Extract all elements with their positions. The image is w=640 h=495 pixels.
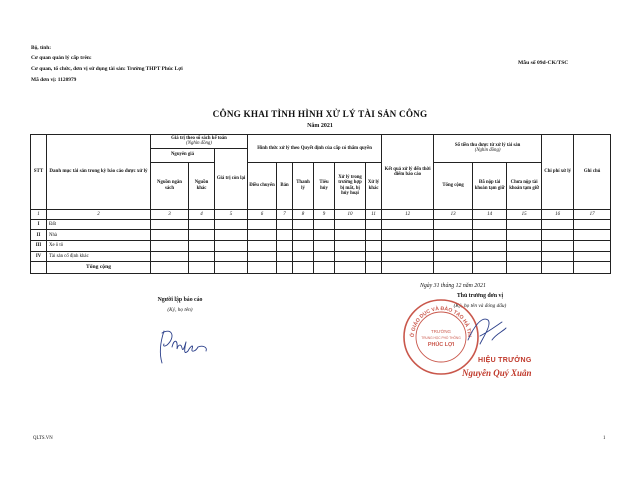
col-number: 13 [434, 210, 473, 220]
reporter-note: (Ký, họ tên) [167, 307, 193, 313]
table-row [31, 251, 611, 262]
reporter-title: Người lập báo cáo [157, 297, 203, 303]
form-code: Mẫu số 09đ-CK/TSC [518, 60, 569, 66]
row-stt: III [31, 241, 47, 252]
col-number: 6 [248, 210, 277, 220]
col-stt-header: STT [31, 135, 47, 210]
header-ministry: Bộ, tỉnh: [31, 45, 52, 51]
col-number: 3 [151, 210, 189, 220]
book-value-label: Giá trị theo sổ sách kế toán [171, 135, 227, 141]
col-number: 4 [189, 210, 215, 220]
row-stt: I [31, 219, 47, 230]
col-money-total-header: Tổng cộng [434, 162, 473, 210]
footer-source: QLTS.VN [33, 436, 53, 441]
col-note-header: Ghi chú [574, 135, 611, 210]
col-number: 1 [31, 210, 47, 220]
header-supervisor: Cơ quan quản lý cấp trên: [31, 55, 92, 61]
row-label: Xe ô tô [47, 241, 151, 252]
col-number: 15 [507, 210, 542, 220]
total-label: Tổng cộng [47, 262, 151, 274]
asset-disposal-table [30, 134, 611, 274]
col-number: 9 [314, 210, 335, 220]
col-other-method-header: Xử lý khác [366, 162, 382, 210]
col-number: 11 [366, 210, 382, 220]
principal-title: HIỆU TRƯỞNG [478, 357, 532, 364]
col-number: 12 [382, 210, 434, 220]
report-year: Năm 2021 [307, 123, 333, 129]
head-note: (Ký, họ tên và đóng dấu) [453, 303, 507, 309]
head-signature [462, 306, 512, 356]
money-unit: (Nghìn đồng) [474, 148, 501, 154]
col-liquidate-header: Thanh lý [293, 162, 314, 210]
col-method-header: Hình thức xử lý theo Quyết định của cấp có thẩm quyền [248, 135, 382, 163]
col-number: 5 [215, 210, 248, 220]
col-orig-price-header: Nguyên giá [151, 148, 215, 162]
reporter-signature [150, 325, 220, 367]
head-title: Thủ trưởng đơn vị [456, 293, 504, 299]
page-number: 1 [603, 436, 606, 441]
table-row [31, 241, 611, 252]
stamp-line1: TRƯỜNG [431, 329, 451, 334]
col-number: 16 [542, 210, 574, 220]
col-remaining-header: Giá trị còn lại [215, 148, 248, 210]
col-cost-header: Chi phí xử lý [542, 135, 574, 210]
row-label: Tài sản cố định khác [47, 251, 151, 262]
col-sell-header: Bán [277, 162, 293, 210]
col-number: 14 [473, 210, 507, 220]
row-stt: II [31, 230, 47, 241]
date-line: Ngày 31 tháng 12 năm 2021 [420, 283, 486, 289]
table-row [31, 219, 611, 230]
stamp-line2: TRUNG HỌC PHỔ THÔNG [421, 336, 461, 340]
principal-name: Nguyễn Quý Xuân [462, 368, 532, 378]
document-title: CÔNG KHAI TÌNH HÌNH XỬ LÝ TÀI SẢN CÔNG [212, 109, 428, 119]
row-stt: IV [31, 251, 47, 262]
column-number-row [31, 210, 611, 220]
total-row [31, 262, 611, 274]
col-number: 7 [277, 210, 293, 220]
col-book-value-header [151, 135, 248, 149]
header-unit-code: Mã đơn vị: 1120979 [31, 77, 77, 83]
col-number: 17 [574, 210, 611, 220]
col-result-header: Kết quả xử lý đến thời điểm báo cáo [382, 135, 434, 210]
col-other-source-header: Nguồn khác [189, 162, 215, 210]
col-category-header: Danh mục tài sản trong kỳ báo cáo được xử lý [47, 135, 151, 210]
money-label: Số tiền thu được từ xử lý tài sản [454, 142, 521, 148]
col-number: 2 [47, 210, 151, 220]
col-number: 10 [335, 210, 366, 220]
book-value-unit: (Nghìn đồng) [186, 141, 212, 147]
col-money-header [434, 135, 542, 163]
col-destroy-header: Tiêu hủy [314, 162, 335, 210]
table-row [31, 230, 611, 241]
row-label: Đất [47, 219, 151, 230]
col-loss-header: Xử lý trong trường hợp bị mất, bị hủy hoại [335, 162, 366, 210]
col-unpaid-header: Chưa nộp tài khoản tạm giữ [507, 162, 542, 210]
row-label: Nhà [47, 230, 151, 241]
col-paid-header: Đã nộp tài khoản tạm giữ [473, 162, 507, 210]
col-transfer-header: Điều chuyển [248, 162, 277, 210]
col-number: 8 [293, 210, 314, 220]
col-budget-header: Nguồn ngân sách [151, 162, 189, 210]
stamp-line3: PHÚC LỢI [427, 342, 455, 348]
stamp-arc-text: Ở GIÁO DỤC VÀ ĐÀO TẠO HÀ TĨN [409, 305, 473, 338]
header-organization: Cơ quan, tổ chức, đơn vị sử dụng tài sản: Trường THPT Phúc Lợi [31, 66, 183, 72]
